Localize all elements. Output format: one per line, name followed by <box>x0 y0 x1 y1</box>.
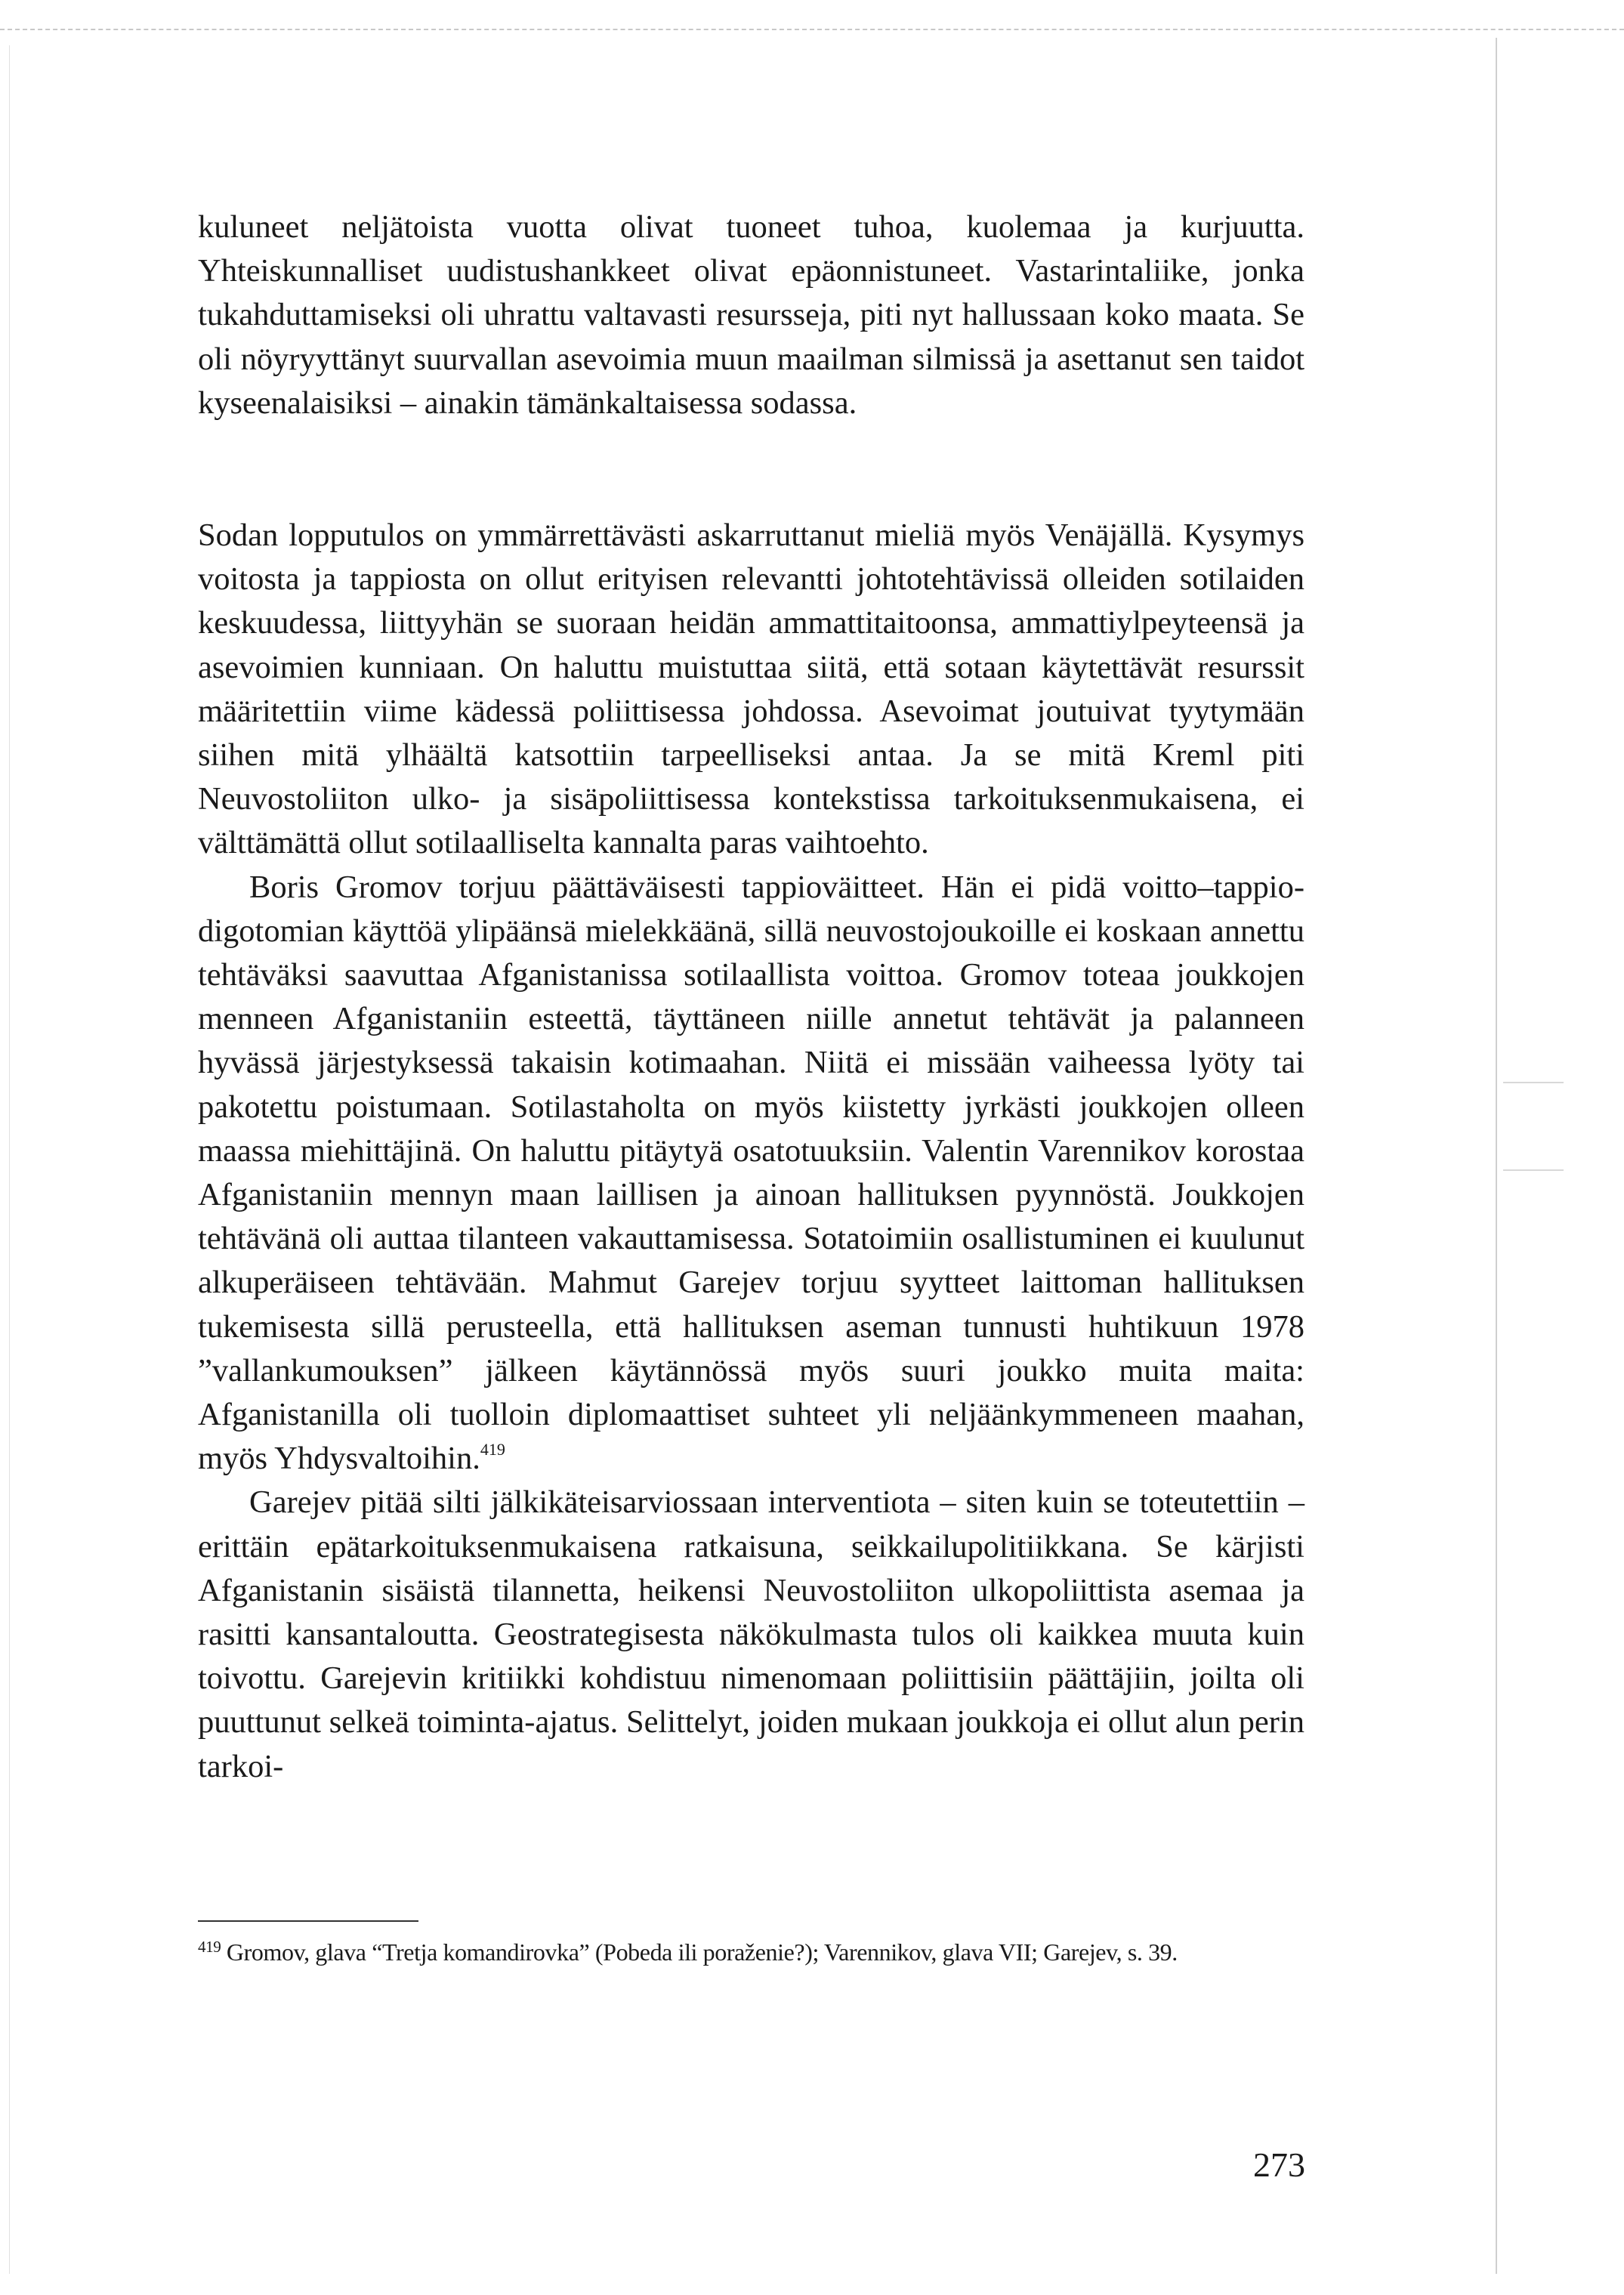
footnote <box>198 1937 1304 1967</box>
footnote-rule <box>198 1920 418 1922</box>
paragraph-boris-gromov <box>198 866 1304 1481</box>
page-number: 273 <box>1253 2145 1305 2184</box>
scan-left-edge <box>9 45 10 2274</box>
paragraph-continuation: kuluneet neljätoista vuotta olivat tuoneet tuhoa, kuolemaa ja kurjuutta. Yhteiskunnalliset uudistushankkeet olivat epäonnistuneet. Vastarintaliike, jonka tukahduttamiseksi oli uhrattu valtavasti resursseja, piti nyt hallussaan koko maata. Se oli nöyryyttänyt suurvallan asevoimia muun maailman silmissä ja asettanut sen taidot kyseenalaisiksi – ainakin tämänkaltaisessa sodassa. <box>198 209 1304 421</box>
main-text-block <box>198 514 1304 1789</box>
footnote-number: 419 <box>198 1938 221 1956</box>
margin-mark <box>1503 1082 1564 1083</box>
opening-text-block <box>198 205 1304 425</box>
paragraph-garejev: Garejev pitää silti jälkikäteisarviossaan interventiota – siten kuin se toteutettiin – erittäin epätarkoituksenmukaisena ratkaisuna, seikkailupolitiikkana. Se kärjisti Afganistanin sisäistä tilannetta, heikensi Neuvostoliiton ulkopoliittista asemaa ja rasitti kansantaloutta. Geostrategisesta näkökulmasta tulos oli kaikkea muuta kuin toivottu. Garejevin kritiikki kohdistuu nimenomaan poliittisiin päättäjiin, joilta oli puuttunut selkeä toiminta-ajatus. Selittelyt, joiden mukaan joukkoja ei ollut alun perin tarkoi- <box>198 1484 1304 1784</box>
footnote-text: Gromov, glava “Tretja komandirovka” (Pobeda ili poraženie?); Varennikov, glava VII; Garejev, s. 39. <box>226 1938 1178 1966</box>
margin-mark <box>1503 1169 1564 1171</box>
paragraph-sodan-lopputulos: Sodan lopputulos on ymmärrettävästi askarruttanut mieliä myös Venäjällä. Kysymys voitosta ja tappiosta on ollut erityisen relevantti johtotehtävissä olleiden sotilaiden keskuudessa, liittyyhän se suoraan heidän ammattitaitoonsa, ammattiylpeyteensä ja asevoimien kunniaan. On haluttu muistuttaa siitä, että sotaan käytettävät resurssit määritettiin viime kädessä poliittisessa johdossa. Asevoimat joutuivat tyytymään siihen mitä ylhäältä katsottiin tarpeelliseksi antaa. Ja se mitä Kreml piti Neuvostoliiton ulko- ja sisäpoliittisessa kontekstissa tarkoituksenmukaisena, ei välttämättä ollut sotilaalliselta kannalta paras vaihtoehto. <box>198 517 1304 861</box>
scan-top-edge <box>0 29 1624 30</box>
scan-right-edge <box>1496 38 1497 2274</box>
footnote-reference: 419 <box>480 1440 505 1459</box>
paragraph-body: Boris Gromov torjuu päättäväisesti tappioväitteet. Hän ei pidä voitto–tappio-digotomian käyttöä ylipäänsä mielekkäänä, sillä neuvostojoukoille ei koskaan annettu tehtäväksi saavuttaa Afganistanissa sotilaallista voittoa. Gromov toteaa joukkojen menneen Afganistaniin esteettä, täyttäneen niille annetut tehtävät ja palanneen hyvässä järjestyksessä takaisin kotimaahan. Niitä ei missään vaiheessa lyöty tai pakotettu poistumaan. Sotilastaholta on myös kiistetty jyrkästi joukkojen olleen maassa miehittäjinä. On haluttu pitäytyä osatotuuksiin. Valentin Varennikov korostaa Afganistaniin mennyn maan laillisen ja ainoan hallituksen pyynnöstä. Joukkojen tehtävänä oli auttaa tilanteen vakauttamisessa. Sotatoimiin osallistuminen ei kuulunut alkuperäiseen tehtävään. Mahmut Garejev torjuu syytteet laittoman hallituksen tukemisesta sillä perusteella, että hallituksen aseman tunnusti huhtikuun 1978 ”vallankumouksen” jälkeen käytännössä myös suuri joukko muita maita: Afganistanilla oli tuolloin diplomaattiset suhteet yli neljäänkymmeneen maahan, myös Yhdysvaltoihin. <box>198 869 1304 1477</box>
